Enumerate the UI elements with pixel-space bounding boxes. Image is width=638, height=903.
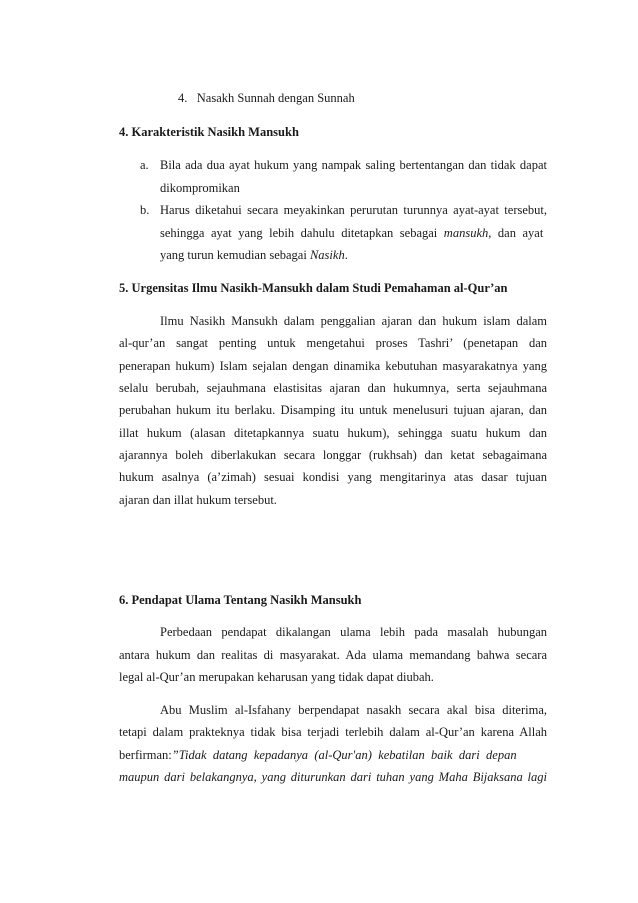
- section-5-heading: 5. Urgensitas Ilmu Nasikh-Mansukh dalam Studi Pemahaman al-Qur’an: [119, 281, 508, 295]
- s5-line-7: ajarannya boleh diberlakukan secara longgar (rukhsah) dan ketat sebagaimana: [119, 448, 547, 462]
- list-text: Nasakh Sunnah dengan Sunnah: [196, 91, 355, 105]
- quote-text: ”Tidak datang kepadanya (al-Qur'an) kebatilan baik dari depan: [171, 748, 517, 762]
- item-b-line-2: sehingga ayat yang lebih dahulu ditetapkan sebagai mansukh, dan ayat: [160, 226, 544, 240]
- s6-p1-line-1: Perbedaan pendapat dikalangan ulama lebih pada masalah hubungan: [160, 625, 547, 639]
- s6-p1-line-3: legal al-Qur’an merupakan keharusan yang tidak dapat diubah.: [119, 670, 434, 684]
- s6-p2-line-4: maupun dari belakangnya, yang diturunkan dari tuhan yang Maha Bijaksana lagi: [119, 770, 547, 784]
- s5-line-8: hukum asalnya (a’zimah) sesuai kondisi yang mengitarinya atas dasar tujuan: [119, 470, 547, 484]
- s5-line-9: ajaran dan illat hukum tersebut.: [119, 493, 277, 507]
- section-4-heading: 4. Karakteristik Nasikh Mansukh: [119, 125, 299, 139]
- item-b-label: b.: [140, 203, 150, 217]
- item-b-line-1: Harus diketahui secara meyakinkan perurutan turunnya ayat-ayat tersebut,: [160, 203, 547, 217]
- s5-line-1: Ilmu Nasikh Mansukh dalam penggalian ajaran dan hukum islam dalam: [160, 314, 547, 328]
- list-number: 4.: [178, 91, 188, 105]
- s6-p1-line-2: antara hukum dan realitas di masyarakat. Ada ulama memandang bahwa secara: [119, 648, 547, 662]
- s6-p2-line-1: Abu Muslim al-Isfahany berpendapat nasakh secara akal bisa diterima,: [160, 703, 547, 717]
- s5-line-4: selalu berubah, sejauhmana elastisitas ajaran dan hukumnya, serta sejauhmana: [119, 381, 547, 395]
- section-6-heading: 6. Pendapat Ulama Tentang Nasikh Mansukh: [119, 593, 362, 607]
- item-a-label: a.: [140, 158, 149, 172]
- term-nasikh: Nasikh: [309, 248, 345, 262]
- s6-p2-line-3: berfirman:”Tidak datang kepadanya (al-Qur'an) kebatilan baik dari depan: [119, 748, 517, 762]
- term-mansukh: mansukh: [443, 226, 489, 240]
- list-item-4: [178, 90, 606, 106]
- item-a-line-2: dikompromikan: [160, 181, 240, 195]
- s5-line-6: illat hukum (alasan ditetapkannya suatu hukum), sehingga suatu hukum dan: [119, 426, 547, 440]
- s5-line-2: al-qur’an sangat penting untuk mengetahui proses Tashri’ (penetapan dan: [119, 336, 547, 350]
- s5-line-5: perubahan hukum itu berlaku. Disamping itu untuk menelusuri tujuan ajaran, dan: [119, 403, 547, 417]
- item-b-line-3: yang turun kemudian sebagai Nasikh.: [160, 248, 348, 262]
- s5-line-3: penerapan hukum) Islam sejalan dengan dinamika kebutuhan masyarakatnya yang: [119, 359, 547, 373]
- s6-p2-line-2: tetapi dalam prakteknya tidak bisa terjadi terlebih dalam al-Qur’an karena Allah: [119, 725, 547, 739]
- item-a-line-1: Bila ada dua ayat hukum yang nampak saling bertentangan dan tidak dapat: [160, 158, 547, 172]
